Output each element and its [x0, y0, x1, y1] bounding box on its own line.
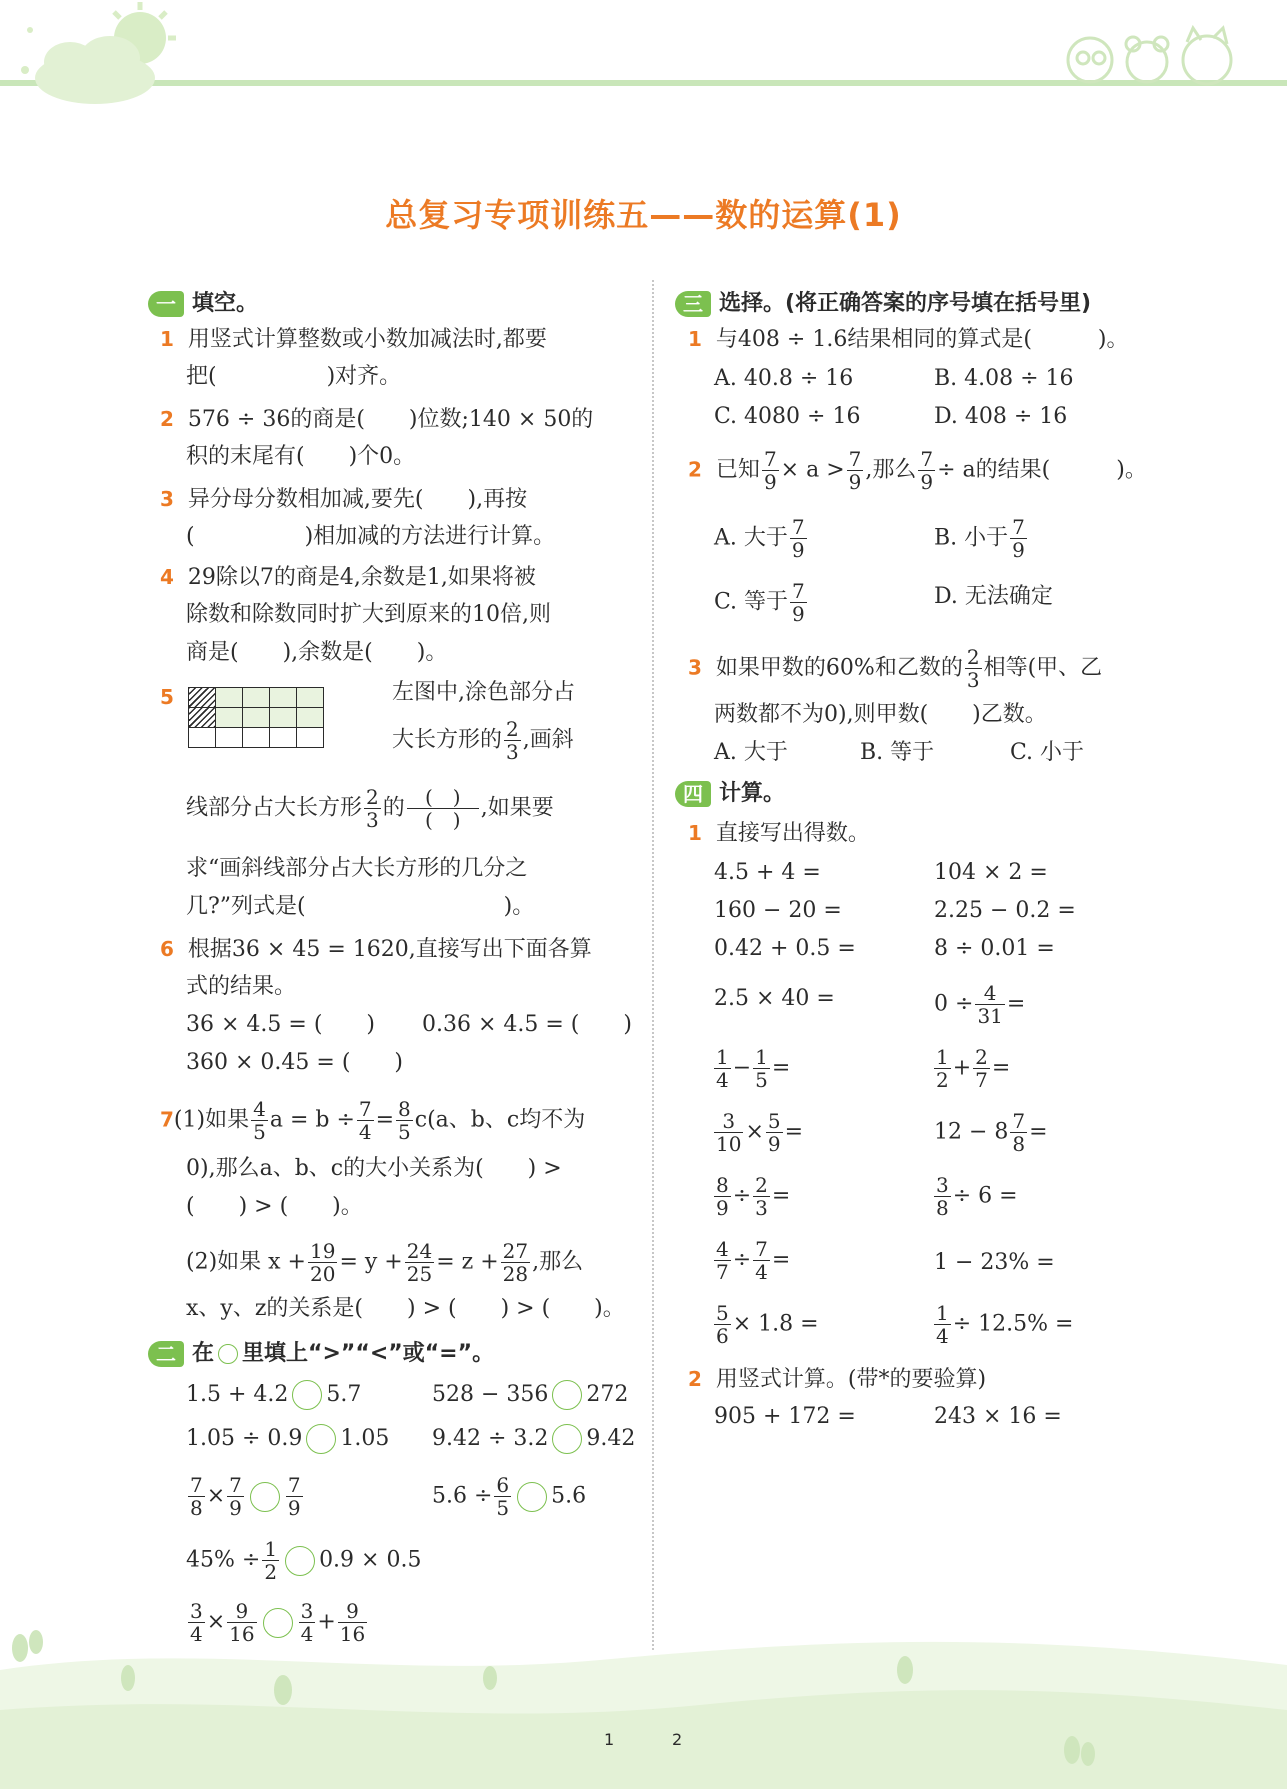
- cmp-r2-left: 1.05 ÷ 0.9 1.05: [186, 1422, 389, 1456]
- cmp-r1-left: 1.5 + 4.2 5.7: [186, 1378, 361, 1412]
- section-2-heading: 二 在 里填上“>”“<”或“=”。: [148, 1336, 494, 1367]
- q7-line2: 0),那么a、b、c的大小关系为( ) >: [186, 1156, 562, 1181]
- q5-number: 5: [160, 685, 174, 709]
- choice-q3-optC: C. 小于: [1010, 740, 1085, 765]
- answer-circle[interactable]: [292, 1380, 322, 1410]
- answer-circle[interactable]: [552, 1424, 582, 1454]
- section-1-badge: 一: [148, 291, 184, 317]
- calc-c3: 160 − 20 =: [714, 898, 842, 923]
- q4-line1: 4 29除以7的商是4,余数是1,如果将被: [160, 565, 536, 590]
- calc-r5-left: $\frac{1}{4}$ − $\frac{1}{5}$ =: [716, 1045, 791, 1092]
- choice-q3-optA: A. 大于: [714, 740, 788, 765]
- calc-r7-right: $\frac{3}{8}$ ÷ 6 =: [936, 1173, 1018, 1220]
- choice-q2-optB: B. 小于 $\frac{7}{9}$: [934, 515, 1025, 562]
- choice-q2-optA: A. 大于 $\frac{7}{9}$: [714, 515, 805, 562]
- cmp-r3-right: 5.6 ÷ $\frac{6}{5}$ 5.6: [432, 1473, 587, 1520]
- choice-q1-optA: A. 40.8 ÷ 16: [714, 366, 854, 391]
- answer-circle[interactable]: [285, 1546, 315, 1576]
- calc-r6-right: 12 − 8 $\frac{7}{8}$ =: [934, 1109, 1048, 1156]
- answer-circle[interactable]: [517, 1482, 547, 1512]
- calc-r6-left: $\frac{3}{10}$ × $\frac{5}{9}$ =: [716, 1109, 804, 1156]
- choice-q1: 1 与408 ÷ 1.6结果相同的算式是( )。: [688, 327, 1129, 352]
- page-number-left: 1: [604, 1730, 615, 1749]
- calc-v2: 243 × 16 =: [934, 1404, 1062, 1429]
- choice-q3-line2: 两数都不为0),则甲数( )乙数。: [714, 702, 1047, 727]
- animal-faces-illustration: [1055, 20, 1255, 90]
- calc-v1: 905 + 172 =: [714, 1404, 856, 1429]
- q2-line1: 2 576 ÷ 36的商是( )位数;140 × 50的: [160, 407, 594, 432]
- calc-r9-right: $\frac{1}{4}$ ÷ 12.5% =: [936, 1301, 1074, 1348]
- answer-circle[interactable]: [306, 1424, 336, 1454]
- section-4-heading: 四 计算。: [675, 776, 785, 807]
- choice-q2-optD: D. 无法确定: [934, 584, 1053, 609]
- cmp-r5: $\frac{3}{4}$ × $\frac{9}{16}$ $\frac{3}{4}$ + $\frac{9}{16}$: [190, 1599, 366, 1646]
- calc-r7-left: $\frac{8}{9}$ ÷ $\frac{2}{3}$ =: [716, 1173, 791, 1220]
- q7-part1: 7(1)如果 $\frac{4}{5}$ a = b ÷ $\frac{7}{4}$ = $\frac{8}{5}$ c(a、b、c均不为: [160, 1097, 586, 1144]
- calc-c4: 2.25 − 0.2 =: [934, 898, 1076, 923]
- choice-q3: 3 如果甲数的60%和乙数的 $\frac{2}{3}$ 相等(甲、乙: [688, 645, 1103, 692]
- choice-q3-optB: B. 等于: [860, 740, 935, 765]
- q6-expr2: 0.36 × 4.5 = ( ): [422, 1012, 632, 1037]
- q6-line2: 式的结果。: [186, 974, 297, 999]
- section-3-badge: 三: [675, 291, 711, 317]
- cmp-r4: 45% ÷ $\frac{1}{2}$ 0.9 × 0.5: [186, 1537, 422, 1584]
- section-4-badge: 四: [675, 781, 711, 807]
- calc-r5-right: $\frac{1}{2}$ + $\frac{2}{7}$ =: [936, 1045, 1011, 1092]
- q5-line-c1: 求“画斜线部分占大长方形的几分之: [186, 856, 528, 881]
- calc-c7: 2.5 × 40 =: [714, 986, 835, 1011]
- answer-circle[interactable]: [250, 1482, 280, 1512]
- q6-expr3: 360 × 0.45 = ( ): [186, 1050, 403, 1075]
- q7-line3: ( ) > ( )。: [186, 1194, 363, 1219]
- calc-c6: 8 ÷ 0.01 =: [934, 936, 1055, 961]
- page-title: 总复习专项训练五——数的运算(1): [385, 196, 902, 234]
- q5-line-c2: 几?”列式是( )。: [186, 894, 535, 919]
- q2-line2: 积的末尾有( )个0。: [186, 444, 416, 469]
- q7-line5: x、y、z的关系是( ) > ( ) > ( )。: [186, 1296, 625, 1321]
- calc-r8-left: $\frac{4}{7}$ ÷ $\frac{7}{4}$ =: [716, 1237, 791, 1284]
- calc-sub1: 1 直接写出得数。: [688, 821, 870, 846]
- column-divider: [652, 280, 654, 1650]
- q5-line-b: 线部分占大长方形 $\frac{2}{3}$ 的 ( ) ( ) ,如果要: [186, 785, 554, 832]
- calc-r9-left: $\frac{5}{6}$ × 1.8 =: [716, 1301, 819, 1348]
- calc-c5: 0.42 + 0.5 =: [714, 936, 856, 961]
- q3-line2: ( )相加减的方法进行计算。: [186, 524, 556, 549]
- section-3-heading: 三 选择。(将正确答案的序号填在括号里): [675, 286, 1091, 317]
- hills-illustration: [0, 1610, 1287, 1789]
- q1-line1: 1 用竖式计算整数或小数加减法时,都要: [160, 327, 547, 352]
- q6-expr1: 36 × 4.5 = ( ): [186, 1012, 375, 1037]
- q5-line-a2: 大长方形的 $\frac{2}{3}$ ,画斜: [392, 717, 574, 764]
- cmp-r2-right: 9.42 ÷ 3.2 9.42: [432, 1422, 635, 1456]
- calc-r8-right: 1 − 23% =: [934, 1250, 1055, 1275]
- calc-c2: 104 × 2 =: [934, 860, 1048, 885]
- q4-line2: 除数和除数同时扩大到原来的10倍,则: [186, 602, 551, 627]
- calc-c8: 0 ÷ $\frac{4}{31}$ =: [934, 981, 1026, 1028]
- cmp-r1-right: 528 − 356 272: [432, 1378, 628, 1412]
- q4-line3: 商是( ),余数是( )。: [186, 640, 448, 665]
- choice-q2: 2 已知 $\frac{7}{9}$ × a > $\frac{7}{9}$ ,那么 $\frac{7}{9}$ ÷ a的结果( )。: [688, 447, 1147, 494]
- q5-line-a1: 左图中,涂色部分占: [392, 680, 575, 705]
- choice-q2-optC: C. 等于 $\frac{7}{9}$: [714, 579, 805, 626]
- choice-q1-optC: C. 4080 ÷ 16: [714, 404, 861, 429]
- sun-cloud-illustration: [0, 0, 200, 110]
- page-number-right: 2: [672, 1730, 683, 1749]
- choice-q1-optD: D. 408 ÷ 16: [934, 404, 1068, 429]
- choice-q1-optB: B. 4.08 ÷ 16: [934, 366, 1074, 391]
- q5-rectangle-grid: [188, 687, 324, 748]
- q3-line1: 3 异分母分数相加减,要先( ),再按: [160, 487, 528, 512]
- section-1-heading: 一 填空。: [148, 286, 258, 317]
- cmp-r3-left: $\frac{7}{8}$ × $\frac{7}{9}$ $\frac{7}{9}$: [190, 1473, 301, 1520]
- calc-c1: 4.5 + 4 =: [714, 860, 821, 885]
- q6-line1: 6 根据36 × 45 = 1620,直接写出下面各算: [160, 937, 592, 962]
- q1-line2: 把( )对齐。: [186, 364, 402, 389]
- compare-circle-icon: [218, 1344, 238, 1364]
- section-2-badge: 二: [148, 1341, 184, 1367]
- answer-circle[interactable]: [552, 1380, 582, 1410]
- q7-part2: (2)如果 x + $\frac{19}{20}$ = y + $\frac{24}{25}$ = z + $\frac{27}{28}$ ,那么: [186, 1239, 584, 1286]
- calc-sub2: 2 用竖式计算。(带*的要验算): [688, 1367, 987, 1392]
